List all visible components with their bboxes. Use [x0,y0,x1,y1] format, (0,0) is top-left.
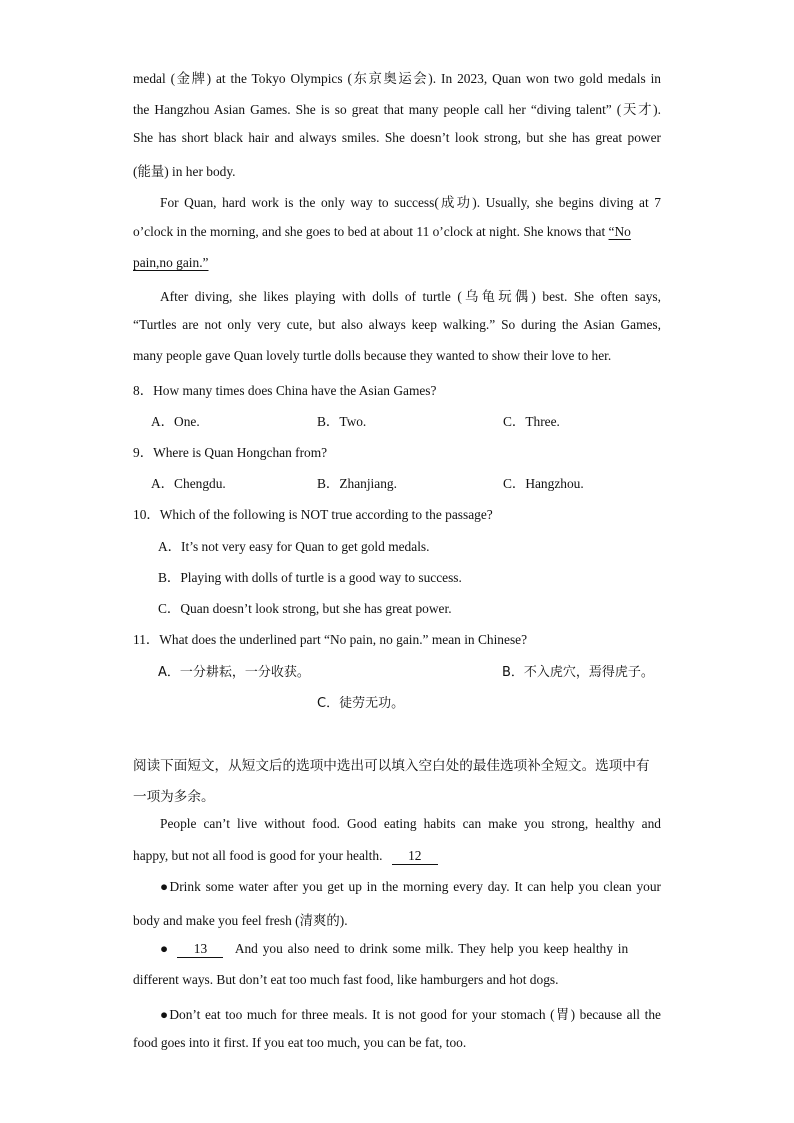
section-instructions: 阅读下面短文，从短文后的选项中选出可以填入空白处的最佳选项补全短文。选项中有 [133,758,650,774]
question-stem: 8．How many times does China have the Asian Games? [133,383,437,398]
passage-line: She has short black hair and always smiles. She doesn’t look strong, but she has great power [133,130,661,145]
passage-text: happy, but not all food is good for your health. [133,848,383,863]
question-stem: 10．Which of the following is NOT true according to the passage? [133,507,493,522]
option-c[interactable]: C．Hangzhou. [503,476,584,491]
option-b[interactable]: B．Playing with dolls of turtle is a good way to success. [158,570,462,585]
passage-line [133,224,661,240]
bullet-line: ●Don’t eat too much for three meals. It is not good for your stomach (胃) because all the [160,1007,661,1022]
underlined-phrase: pain,no gain.” [133,255,209,270]
option-c[interactable]: C．徒劳无功。 [317,696,405,711]
passage-line: many people gave Quan lovely turtle dolls because they wanted to show their love to her. [133,348,612,363]
passage-line [133,255,661,271]
option-b[interactable]: B．Zhanjiang. [317,476,397,491]
passage-line: (能量) in her body. [133,164,236,179]
passage-line [133,848,661,865]
question-stem: 11．What does the underlined part “No pain, no gain.” mean in Chinese? [133,632,528,647]
option-a[interactable]: A．一分耕耘，一分收获。 [158,665,310,680]
passage-line: After diving, she likes playing with dolls of turtle (乌龟玩偶) best. She often says, [160,289,661,304]
passage-line: “Turtles are not only very cute, but also always keep walking.” So during the Asian Games, [133,317,661,332]
bullet-line: ●Drink some water after you get up in the morning every day. It can help you clean your [160,879,661,894]
bullet-line: food goes into it first. If you eat too much, you can be fat, too. [133,1035,467,1050]
passage-line: People can’t live without food. Good eating habits can make you strong, healthy and [160,816,661,831]
option-c[interactable]: C．Quan doesn’t look strong, but she has great power. [158,601,452,616]
option-a[interactable]: A．One. [151,414,200,429]
section-instructions: 一项为多余。 [133,789,215,805]
bullet-line: body and make you feel fresh (清爽的). [133,913,348,928]
bullet-line: different ways. But don’t eat too much fast food, like hamburgers and hot dogs. [133,972,559,987]
question-stem: 9．Where is Quan Hongchan from? [133,445,328,460]
option-b[interactable]: B．不入虎穴，焉得虎子。 [502,665,654,680]
option-b[interactable]: B．Two. [317,414,367,429]
passage-line: medal (金牌) at the Tokyo Olympics (东京奥运会). In 2023, Quan won two gold medals in [133,71,661,86]
option-a[interactable]: A．Chengdu. [151,476,226,491]
option-c[interactable]: C．Three. [503,414,560,429]
blank-13[interactable]: 13 [177,941,223,958]
passage-line: For Quan, hard work is the only way to success(成功). Usually, she begins diving at 7 [160,195,661,210]
blank-12[interactable]: 12 [392,848,438,865]
underlined-phrase: “No [608,224,631,239]
bullet-icon: ● [160,941,169,956]
passage-text: And you also need to drink some milk. They help you keep healthy in [234,941,629,956]
passage-text: o’clock in the morning, and she goes to bed at about 11 o’clock at night. She knows that [133,224,609,239]
option-a[interactable]: A．It’s not very easy for Quan to get gold medals. [158,539,430,554]
passage-line: the Hangzhou Asian Games. She is so great that many people call her “diving talent” (天才). [133,102,661,117]
bullet-line [160,941,661,958]
